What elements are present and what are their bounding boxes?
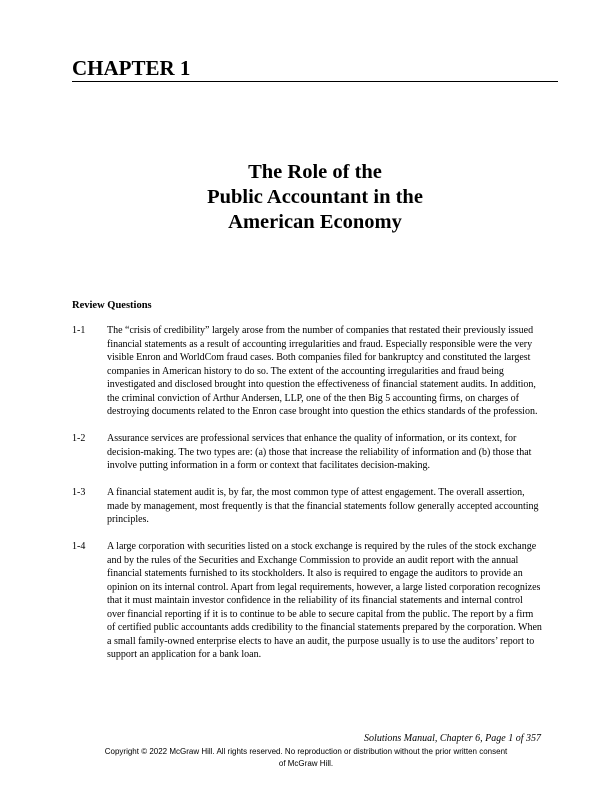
page-title [72, 160, 558, 235]
title-line-3: American Economy [228, 211, 402, 233]
question-item [72, 486, 542, 527]
copyright-line-1: Copyright © 2022 McGraw Hill. All rights reserved. No reproduction or distribution without the prior written consent [104, 747, 508, 756]
title-line-2: Public Accountant in the [207, 186, 423, 208]
question-answer: Assurance services are professional services that enhance the quality of information, or its context, for decision-making. The two types are: (a) those that increase the reliability of information and (b) those that involve putting information in a form or context that facilitates decision-making. [107, 433, 532, 471]
page-number-label: Solutions Manual, Chapter 6, Page 1 of 357 [364, 733, 541, 744]
question-number: 1-2 [72, 433, 86, 444]
question-answer: A large corporation with securities listed on a stock exchange is required by the rules of the stock exchange and by the rules of the Securities and Exchange Commission to provide an audit report with the annual financial statements furnished to its stockholders. It also is required to engage the auditors to provide an opinion on its internal control. Apart from legal requirements, however, a large listed corporation recognizes that it must maintain investor confidence in the reliability of its financial statements and internal control over financial reporting if it is to continue to be able to secure capital from the public. The report by a firm of certified public accountants adds credibility to the financial statements prepared by the corporation. When a small family-owned enterprise elects to have an audit, the purpose usually is to use the auditors’ report to support an application for a bank loan. [107, 541, 542, 660]
question-number: 1-3 [72, 487, 86, 498]
copyright-line-2: of McGraw Hill. [278, 759, 334, 768]
question-item [72, 432, 542, 473]
section-heading: Review Questions [72, 300, 152, 311]
title-line-1: The Role of the [248, 161, 382, 183]
question-number: 1-1 [72, 325, 86, 336]
review-questions-list [72, 324, 542, 675]
question-answer: A financial statement audit is, by far, the most common type of attest engagement. The overall assertion, made by management, most frequently is that the financial statements follow generally accepted accounting principles. [107, 487, 539, 525]
question-item [72, 540, 542, 662]
question-number: 1-4 [72, 541, 86, 552]
chapter-heading: CHAPTER 1 [72, 55, 558, 82]
copyright-notice [50, 746, 562, 770]
question-item [72, 324, 542, 419]
question-answer: The “crisis of credibility” largely arose from the number of companies that restated their previously issued financial statements as a result of accounting irregularities and fraud. Especially responsible were the very visible Enron and WorldCom fraud cases. Both companies filed for bankruptcy and constituted the largest companies in American history to do so. The extent of the accounting irregularities and fraud being investigated and disclosed brought into question the effectiveness of financial statement audits. In addition, the criminal conviction of Arthur Andersen, LLP, one of the then Big 5 accounting firms, on charges of destroying documents related to the Enron case brought into question the ethics standards of the profession. [107, 325, 538, 417]
